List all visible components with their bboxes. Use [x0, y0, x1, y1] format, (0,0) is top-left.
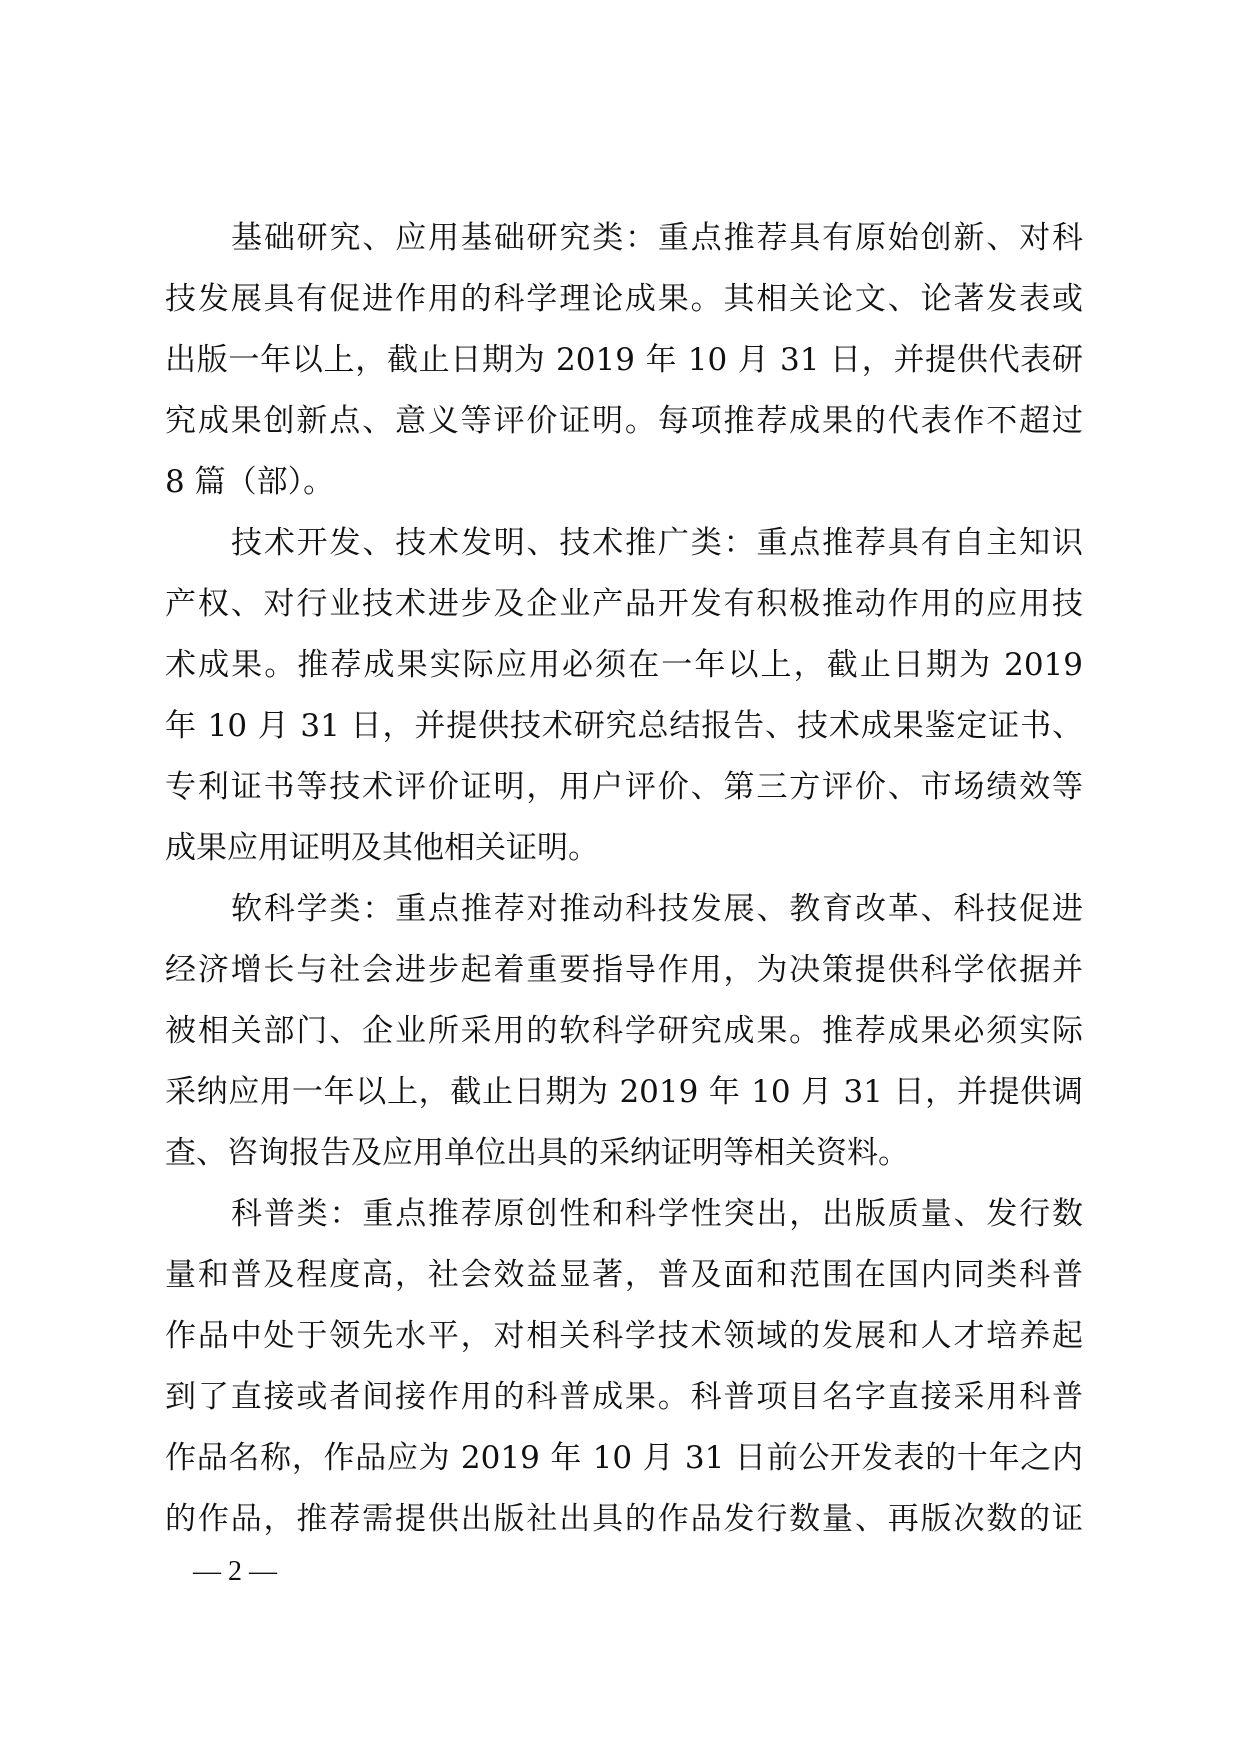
text-line: 专利证书等技术评价证明，用户评价、第三方评价、市场绩效等	[165, 769, 1083, 805]
paragraph-soft-science	[165, 879, 1083, 1184]
text-line: 的作品，推荐需提供出版社出具的作品发行数量、再版次数的证	[165, 1501, 1083, 1537]
text-line: 产权、对行业技术进步及企业产品开发有积极推动作用的应用技	[165, 586, 1083, 622]
text-line: 成果应用证明及其他相关证明。	[165, 830, 599, 866]
paragraph-basic-research	[165, 208, 1083, 513]
text-line: 基础研究、应用基础研究类：重点推荐具有原始创新、对科	[231, 220, 1083, 256]
text-line: 采纳应用一年以上，截止日期为 2019 年 10 月 31 日，并提供调	[165, 1074, 1083, 1110]
paragraph-technology-development	[165, 513, 1083, 879]
text-line: 作品名称，作品应为 2019 年 10 月 31 日前公开发表的十年之内	[165, 1440, 1083, 1476]
text-line: 技发展具有促进作用的科学理论成果。其相关论文、论著发表或	[165, 281, 1083, 317]
text-line: 软科学类：重点推荐对推动科技发展、教育改革、科技促进	[231, 891, 1083, 927]
paragraph-popular-science	[165, 1184, 1083, 1550]
text-line: 究成果创新点、意义等评价证明。每项推荐成果的代表作不超过	[165, 403, 1083, 439]
text-line: 经济增长与社会进步起着重要指导作用，为决策提供科学依据并	[165, 952, 1083, 988]
document-body	[165, 208, 1083, 1550]
text-line: 查、咨询报告及应用单位出具的采纳证明等相关资料。	[165, 1135, 909, 1171]
text-line: 到了直接或者间接作用的科普成果。科普项目名字直接采用科普	[165, 1379, 1083, 1415]
text-line: 出版一年以上，截止日期为 2019 年 10 月 31 日，并提供代表研	[165, 342, 1083, 378]
text-line: 年 10 月 31 日，并提供技术研究总结报告、技术成果鉴定证书、	[165, 708, 1083, 744]
page-number: — 2 —	[193, 1556, 277, 1587]
text-line: 8 篇（部）。	[165, 464, 335, 500]
text-line: 量和普及程度高，社会效益显著，普及面和范围在国内同类科普	[165, 1257, 1083, 1293]
text-line: 技术开发、技术发明、技术推广类：重点推荐具有自主知识	[231, 525, 1083, 561]
text-line: 术成果。推荐成果实际应用必须在一年以上，截止日期为 2019	[165, 647, 1083, 683]
text-line: 作品中处于领先水平，对相关科学技术领域的发展和人才培养起	[165, 1318, 1083, 1354]
text-line: 科普类：重点推荐原创性和科学性突出，出版质量、发行数	[231, 1196, 1083, 1232]
text-line: 被相关部门、企业所采用的软科学研究成果。推荐成果必须实际	[165, 1013, 1083, 1049]
